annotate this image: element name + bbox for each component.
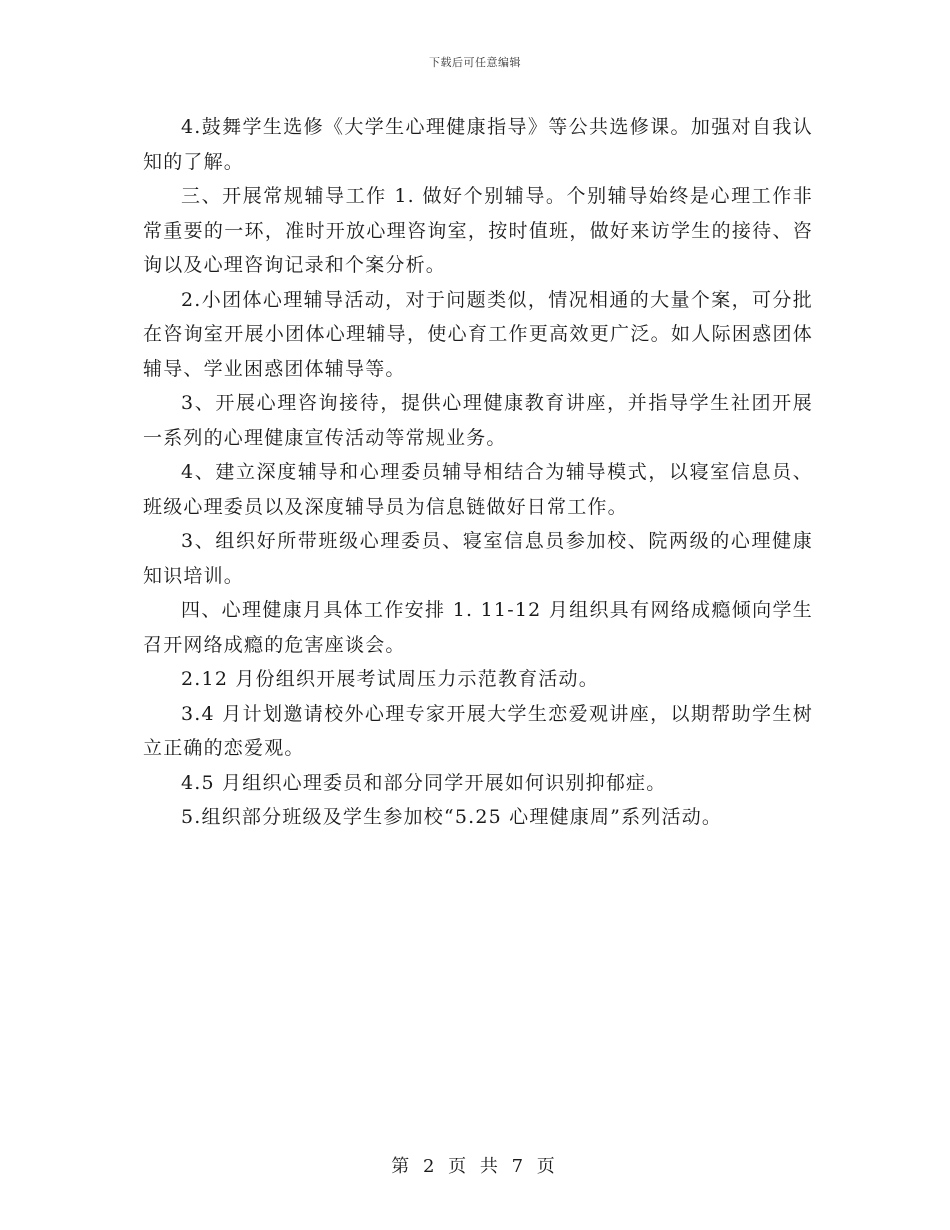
- paragraph-11: 5.组织部分班级及学生参加校“5.25 心理健康周”系列活动。: [181, 806, 723, 828]
- paragraph-3: 2.小团体心理辅导活动，对于问题类似，情况相通的大量个案，可分批在咨询室开展小团体心理辅导，使心育工作更高效更广泛。如人际困惑团体辅导、学业困惑团体辅导等。: [143, 288, 813, 380]
- paragraph-6: 3、组织好所带班级心理委员、寝室信息员参加校、院两级的心理健康知识培训。: [143, 530, 813, 587]
- paragraph-9: 3.4 月计划邀请校外心理专家开展大学生恋爱观讲座，以期帮助学生树立正确的恋爱观。: [143, 702, 813, 759]
- header-note: 下载后可任意编辑: [429, 56, 521, 69]
- paragraph-4: 3、开展心理咨询接待，提供心理健康教育讲座，并指导学生社团开展一系列的心理健康宣传活动等常规业务。: [143, 392, 813, 449]
- paragraph-2: 三、开展常规辅导工作 1. 做好个别辅导。个别辅导始终是心理工作非常重要的一环，准时开放心理咨询室，按时值班，做好来访学生的接待、咨询以及心理咨询记录和个案分析。: [143, 185, 813, 276]
- paragraph-5: 4、建立深度辅导和心理委员辅导相结合为辅导模式，以寝室信息员、班级心理委员以及深度辅导员为信息链做好日常工作。: [143, 461, 813, 518]
- paragraph-8: 2.12 月份组织开展考试周压力示范教育活动。: [181, 668, 599, 690]
- document-body: [143, 110, 813, 835]
- paragraph-10: 4.5 月组织心理委员和部分同学开展如何识别抑郁症。: [181, 771, 667, 794]
- paragraph-1: 4.鼓舞学生选修《大学生心理健康指导》等公共选修课。加强对自我认知的了解。: [143, 116, 813, 173]
- page-number: 第 2 页 共 7 页: [391, 1156, 559, 1177]
- paragraph-7: 四、心理健康月具体工作安排 1. 11-12 月组织具有网络成瘾倾向学生召开网络成瘾的危害座谈会。: [143, 599, 813, 656]
